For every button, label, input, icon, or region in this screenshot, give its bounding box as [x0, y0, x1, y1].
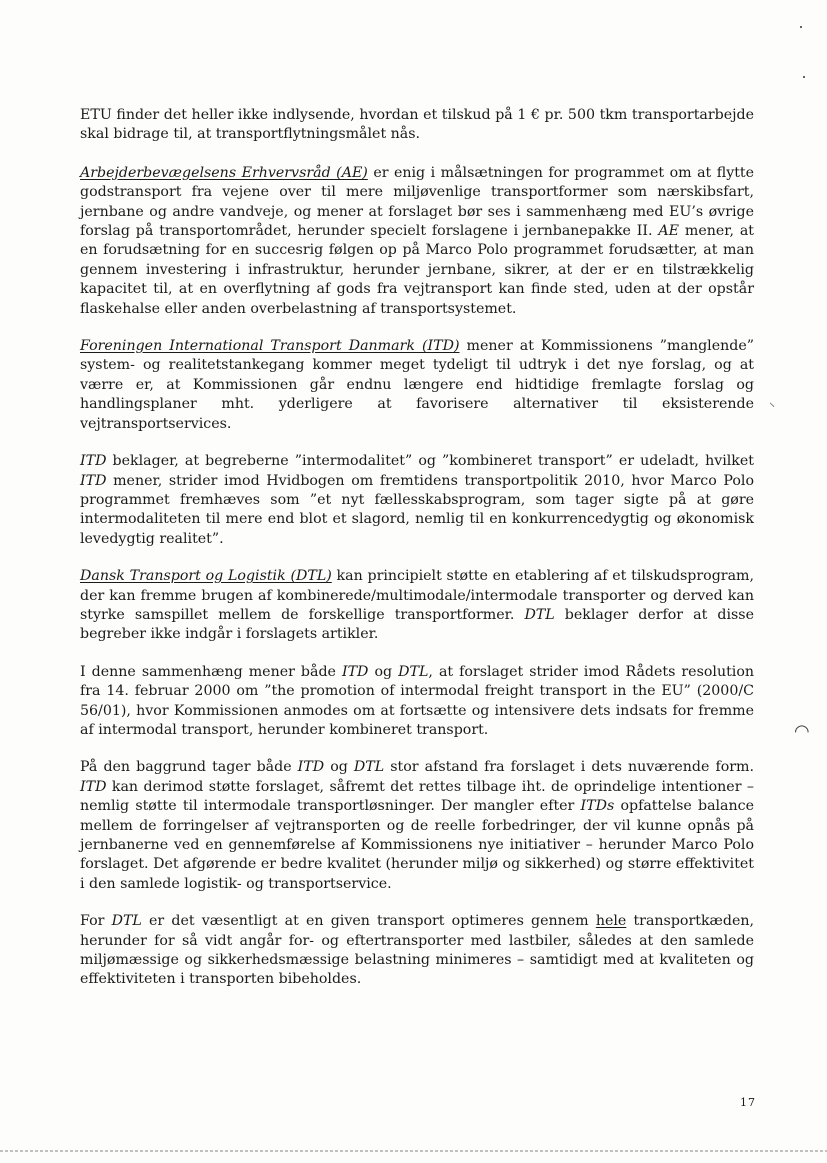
paragraph-p3: [80, 337, 754, 434]
page-number: 17: [740, 1096, 756, 1109]
text-segment: stor afstand fra forslaget i dets nuværende form.: [384, 759, 754, 776]
paragraph-p7: [80, 758, 754, 894]
abbreviation: DTL: [353, 759, 385, 776]
paragraph-p6: [80, 663, 754, 741]
text-segment: For: [80, 913, 112, 930]
abbreviation: ITDs: [580, 798, 615, 815]
abbreviation: ITD: [341, 663, 369, 680]
scan-speck: [800, 26, 802, 28]
paragraph-p4: [80, 452, 754, 549]
text-segment: I denne sammenhæng mener både: [80, 663, 342, 680]
abbreviation: DTL: [524, 606, 555, 623]
organization-name: Foreningen International Transport Danmark (ITD): [80, 338, 460, 355]
scan-speck: [803, 76, 805, 78]
paragraph-p2: [80, 164, 754, 319]
organization-name: Arbejderbevægelsens Erhvervsråd (AE): [80, 164, 368, 181]
paragraph-p1: [80, 106, 754, 145]
text-segment: og: [324, 759, 354, 776]
scan-artifact-line: [0, 1150, 827, 1152]
text-segment: beklager, at begreberne ”intermodalitet” og ”kombineret transport” er udeladt, hvilket: [106, 453, 754, 470]
text-segment: beklager derfor at disse begreber ikke indgår i forslagets artikler.: [80, 606, 754, 643]
abbreviation: ITD: [80, 472, 107, 489]
text-segment: ETU finder det heller ikke indlysende, hvordan et tilskud på 1 € pr. 500 tkm transportarbejde skal bidrage til, at transportflytningsmålet nås.: [80, 107, 754, 143]
text-segment: transportkæden, herunder for så vidt angår for- og eftertransporter med lastbiler, således at den samlede miljømæssige og sikkerhedsmæssige belastning minimeres – samtidigt med at kvaliteten og effektiviteten i transporten bibeholdes.: [80, 913, 755, 988]
text-segment: mener, strider imod Hvidbogen om fremtidens transportpolitik 2010, hvor Marco Polo programmet fremhæves som ”et nyt fællesskabsprogram, som tager sigte på at gøre intermodaliteten til mere end blot et slagord, nemlig til en konkurrencedygtig og økonomisk levedygtig realitet”.: [80, 472, 754, 547]
scan-mark: ⸜: [769, 395, 776, 409]
text-segment: er enig i målsætningen for programmet om at flytte godstransport fra vejene over til mere miljøvenlige transportformer som nærskibsfart, jernbane og andre vandveje, og mener at forslaget bør ses i sammenhæng med EU’s øvrige forslag på transportområdet, herunder specielt forslagene i jernbanepakke II.: [80, 164, 755, 240]
abbreviation: DTL: [111, 913, 142, 930]
text-segment: hele: [595, 913, 627, 930]
text-segment: , at forslaget strider imod Rådets resolution fra 14. februar 2000 om ”the promotion of intermodal freight transport in the EU” (2000/C 56/01), hvor Kommissionen anmodes om at fortsætte og intensivere dets indsats for fremme af intermodal transport, herunder kombineret transport.: [80, 663, 754, 738]
text-segment: og: [368, 663, 399, 680]
abbreviation: ITD: [297, 759, 325, 776]
paragraph-p8: [80, 912, 754, 990]
text-segment: På den baggrund tager både: [80, 759, 298, 776]
text-segment: mener at Kommissionens ”manglende” system- og realitetstankegang kommer meget tydeligt til udtryk i det nye forslag, og at værre er, at Kommissionen går endnu længere end hidtidige fremlagte forslag og handlingsplaner mht. yderligere at favorisere alternativer til eksisterende vejtransportservices.: [80, 338, 754, 432]
text-segment: kan principielt støtte en etablering af et tilskudsprogram, der kan fremme brugen af kombinerede/multimodale/intermodale transporter og derved kan styrke samspillet mellem de forskellige transportformer.: [80, 568, 754, 623]
abbreviation: DTL: [398, 663, 429, 680]
text-segment: mener, at en forudsætning for en succesrig følgen op på Marco Polo programmet forudsætter, at man gennem investering i infrastruktur, herunder jernbane, sikrer, at der er en tilstrækkelig kapacitet til, at en overflytning af gods fra vejtransport kan finde sted, uden at der opstår flaskehalse eller anden overbelastning af transportsystemet.: [80, 223, 754, 317]
organization-name: Dansk Transport og Logistik (DTL): [80, 568, 332, 585]
document-body: [80, 106, 754, 1008]
abbreviation: ITD: [80, 778, 107, 795]
abbreviation: ITD: [80, 453, 107, 470]
abbreviation: AE: [658, 223, 679, 240]
text-segment: kan derimod støtte forslaget, såfremt det rettes tilbage iht. de oprindelige intentioner – nemlig støtte til intermodale transportløsninger. Der mangler efter: [80, 778, 754, 815]
text-segment: er det væsentligt at en given transport optimeres gennem: [141, 913, 596, 930]
paragraph-p5: [80, 567, 754, 645]
text-segment: opfattelse balance mellem de forringelser af vejtransporten og de reelle forbedringer, der vil kunne opnås på jernbanerne ved en gennemførelse af Kommissionens nye initiativer – herunder Marco Polo forslaget. Det afgørende er bedre kvalitet (herunder miljø og sikkerhed) og større effektivitet i den samlede logistik- og transportservice.: [80, 798, 754, 892]
scan-mark: ◠: [794, 721, 810, 742]
